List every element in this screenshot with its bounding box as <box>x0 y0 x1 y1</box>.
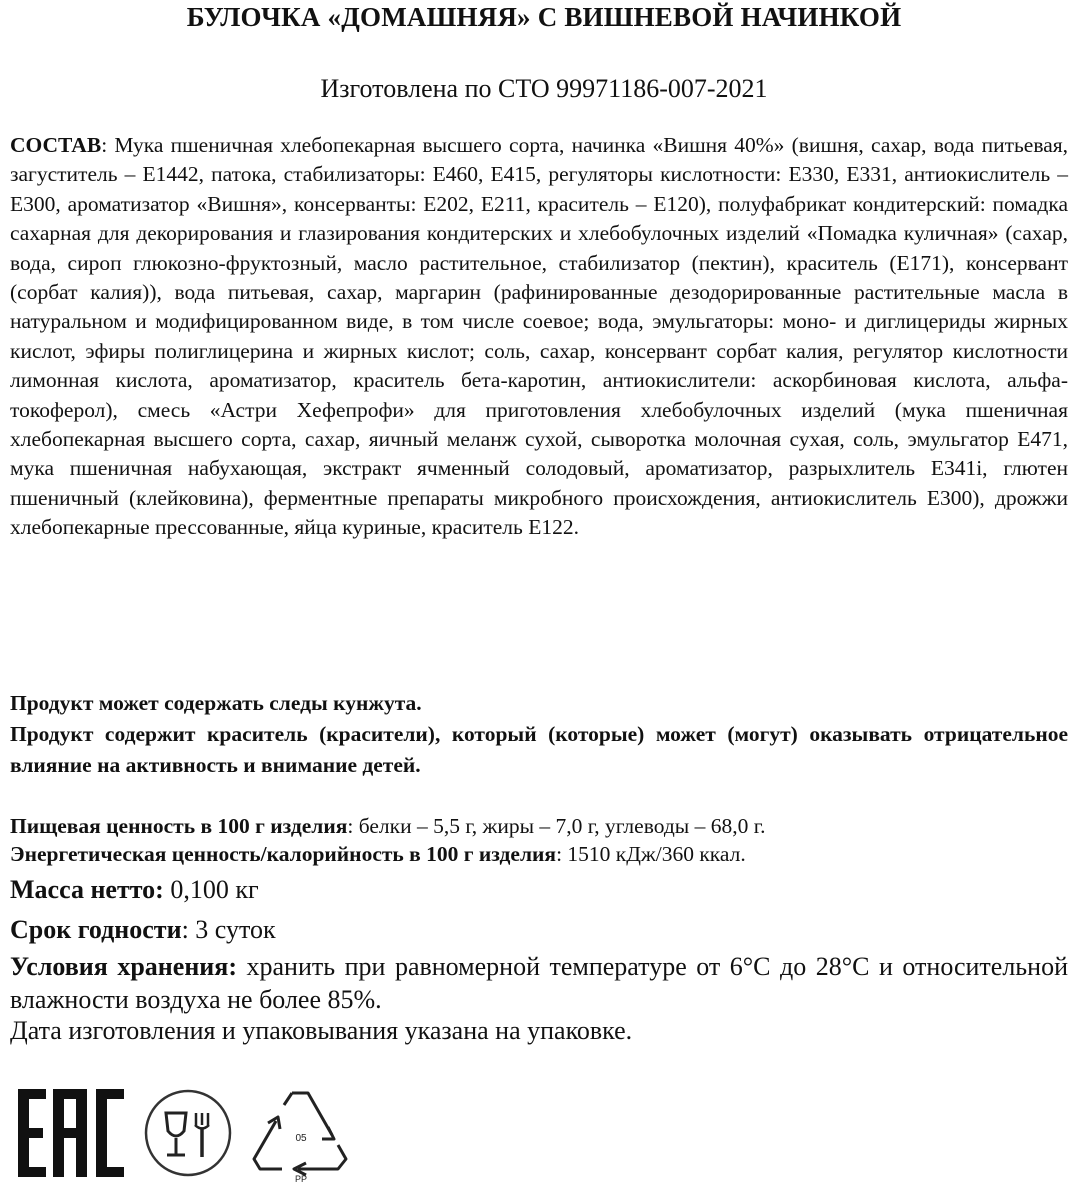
shelf-life-label: Срок годности <box>10 915 182 944</box>
storage-label: Условия хранения: <box>10 952 238 981</box>
food-contact-icon <box>142 1087 234 1179</box>
product-title: БУЛОЧКА «ДОМАШНЯЯ» С ВИШНЕВОЙ НАЧИНКОЙ <box>186 2 902 32</box>
composition-label: СОСТАВ <box>10 133 102 157</box>
net-mass-value: 0,100 кг <box>163 875 259 904</box>
energy-value: : 1510 кДж/360 ккал. <box>556 842 746 866</box>
dates-note: Дата изготовления и упаковывания указана на упаковке. <box>10 1016 633 1045</box>
composition-paragraph <box>10 131 1068 543</box>
shelf-life-value: : 3 суток <box>181 915 276 944</box>
nutrition-label: Пищевая ценность в 100 г изделия <box>10 814 348 838</box>
sesame-warning: Продукт может содержать следы кунжута. <box>10 691 422 715</box>
nutrition-block <box>10 812 1068 868</box>
net-mass-label: Масса нетто: <box>10 875 164 904</box>
standard-line: Изготовлена по СТО 99971186-007-2021 <box>320 74 768 103</box>
recycling-pp-icon <box>248 1083 352 1183</box>
nutrition-line <box>10 812 1068 840</box>
composition-text: : Мука пшеничная хлебопекарная высшего сорта, начинка «Вишня 40%» (вишня, сахар, вода питьевая, загуститель – Е1442, патока, стабилизаторы: Е460, Е415, регуляторы кислотности: Е330, Е331, антиокислитель – Е300, ароматизатор «Вишня», консерванты: Е202, Е211, краситель – Е120), полуфабрикат кондитерский: помадка сахарная для декорирования и глазирования кондитерских и хлебобулочных изделий «Помадка куличная» (сахар, вода, сироп глюкозно-фруктозный, масло растительное, стабилизатор (пектин), краситель (Е171), консервант (сорбат калия)), вода питьевая, сахар, маргарин (рафинированные дезодорированные растительные масла в натуральном и модифицированном виде, в том числе соевое; вода, эмульгаторы: моно- и диглицериды жирных кислот, эфиры полиглицерина и жирных кислот; соль, сахар, консервант сорбат калия, регулятор кислотности лимонная кислота, ароматизатор, краситель бета-каротин, антиокислители: аскорбиновая кислота, альфа-токоферол), смесь «Астри Хефепрофи» для приготовления хлебобулочных изделий (мука пшеничная хлебопекарная высшего сорта, сахар, яичный меланж сухой, сыворотка молочная сухая, соль, эмульгатор Е471, мука пшеничная набухающая, экстракт ячменный солодовый, ароматизатор, разрыхлитель Е341i, глютен пшеничный (клейковина), ферментные препараты микробного происхождения, антиокислитель Е300), дрожжи хлебопекарные прессованные, яйца куриные, краситель Е122. <box>10 133 1068 540</box>
recycle-code: 05 <box>295 1133 307 1144</box>
shelf-life-line <box>10 914 1068 946</box>
energy-label: Энергетическая ценность/калорийность в 100 г изделия <box>10 842 557 866</box>
certification-icons <box>16 1078 352 1188</box>
recycle-material: PP <box>294 1174 308 1183</box>
energy-line <box>10 840 1068 868</box>
dye-warning: Продукт содержит краситель (красители), который (которые) может (могут) оказывать отрицательное влияние на активность и внимание детей. <box>10 722 1068 777</box>
eac-mark-icon <box>16 1083 128 1183</box>
net-mass-line <box>10 874 1068 906</box>
warnings-block <box>10 688 1068 781</box>
storage-conditions <box>10 950 1068 1016</box>
nutrition-value: : белки – 5,5 г, жиры – 7,0 г, углеводы – 68,0 г. <box>347 814 766 838</box>
storage-value: хранить при равномерной температуре от 6°С до 28°С и относительной влажности воздуха не более 85%. <box>10 952 1068 1014</box>
